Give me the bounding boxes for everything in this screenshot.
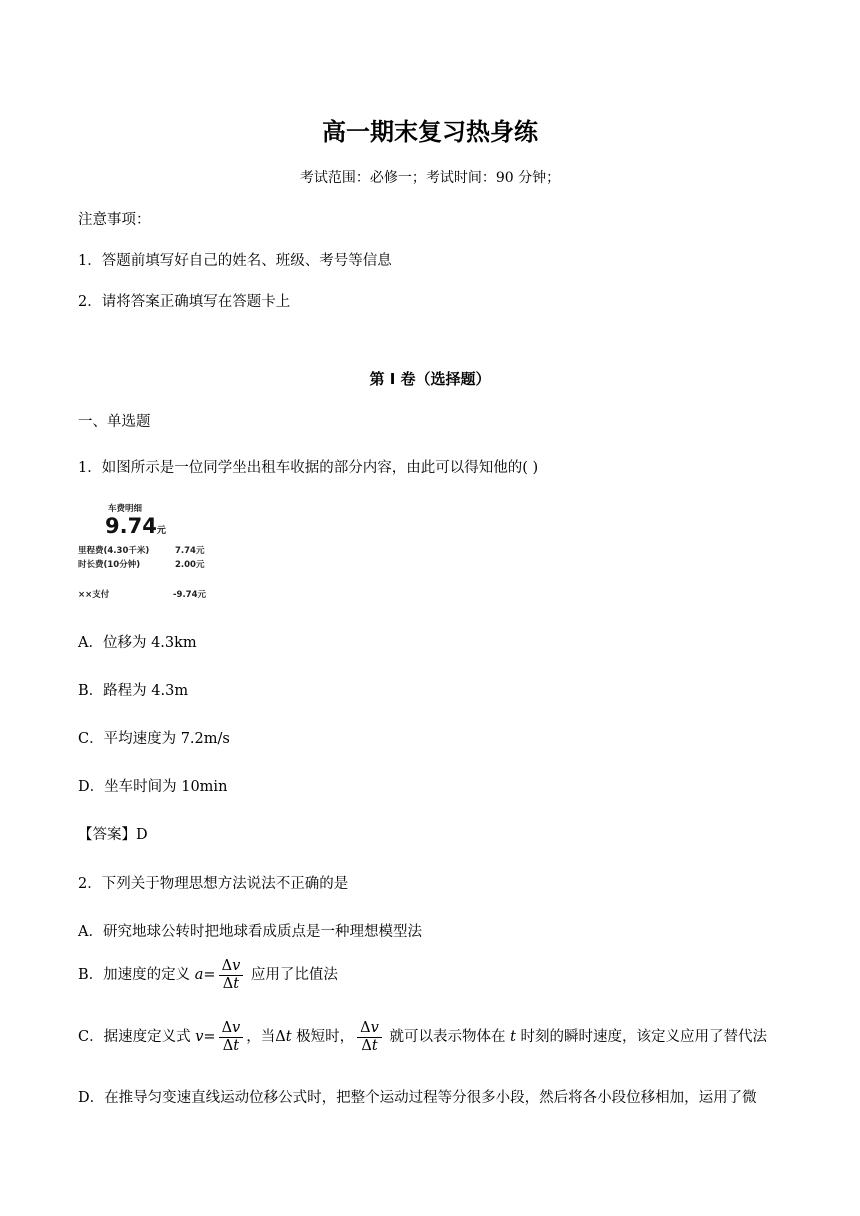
option-a: A．位移为 4.3km (78, 635, 197, 651)
exam-info: 考试范围：必修一；考试时间：90 分钟； (299, 170, 561, 186)
receipt-row-label: ××支付 (78, 590, 110, 600)
fraction-dv-dt: $\frac{\Delta v}{\Delta t}$ (219, 958, 244, 992)
fraction-dv-dt: $\frac{\Delta v}{\Delta t}$ (357, 1020, 382, 1054)
question-stem: 1．如图所示是一位同学坐出租车收据的部分内容，由此可以得知他的( ) (78, 460, 539, 476)
option-c: C．据速度定义式 v= $\frac{\Delta v}{\Delta t}$ ，当Δt 极短时， $\frac{\Delta v}{\Delta t}$ 就可以表示物体在 t 时刻的瞬时速度，该定义应用了替代法 (78, 1020, 768, 1054)
receipt-row-label: 时长费(10分钟) (78, 560, 141, 570)
option-d: D．在推导匀变速直线运动位移公式时，把整个运动过程等分很多小段，然后将各小段位移相加，运用了微 (78, 1090, 757, 1106)
part-heading: 一、单选题 (78, 414, 151, 430)
question-stem: 2．下列关于物理思想方法说法不正确的是 (78, 876, 349, 892)
answer: 【答案】D (78, 827, 148, 843)
note-item: 2．请将答案正确填写在答题卡上 (78, 294, 291, 310)
option-c: C．平均速度为 7.2m/s (78, 731, 230, 747)
receipt-header: 车费明细 (108, 504, 143, 514)
receipt-row-value: 2.00元 (175, 560, 205, 570)
fraction-dv-dt: $\frac{\Delta v}{\Delta t}$ (219, 1020, 244, 1054)
receipt-row-value: -9.74元 (173, 590, 206, 600)
option-a: A．研究地球公转时把地球看成质点是一种理想模型法 (78, 924, 422, 940)
receipt-row-value: 7.74元 (175, 546, 205, 556)
page-title: 高一期末复习热身练 (322, 118, 538, 146)
notes-heading: 注意事项： (78, 212, 151, 228)
note-item: 1．答题前填写好自己的姓名、班级、考号等信息 (78, 253, 392, 269)
receipt-row-label: 里程费(4.30千米) (78, 546, 150, 556)
receipt-total: 9.74元 (105, 514, 166, 538)
taxi-receipt-image (78, 500, 218, 604)
option-b: B．路程为 4.3m (78, 683, 189, 699)
option-b: B．加速度的定义 a= $\frac{\Delta v}{\Delta t}$ 应用了比值法 (78, 958, 338, 992)
option-d: D．坐车时间为 10min (78, 779, 228, 795)
section-title: 第 I 卷（选择题） (369, 370, 491, 388)
